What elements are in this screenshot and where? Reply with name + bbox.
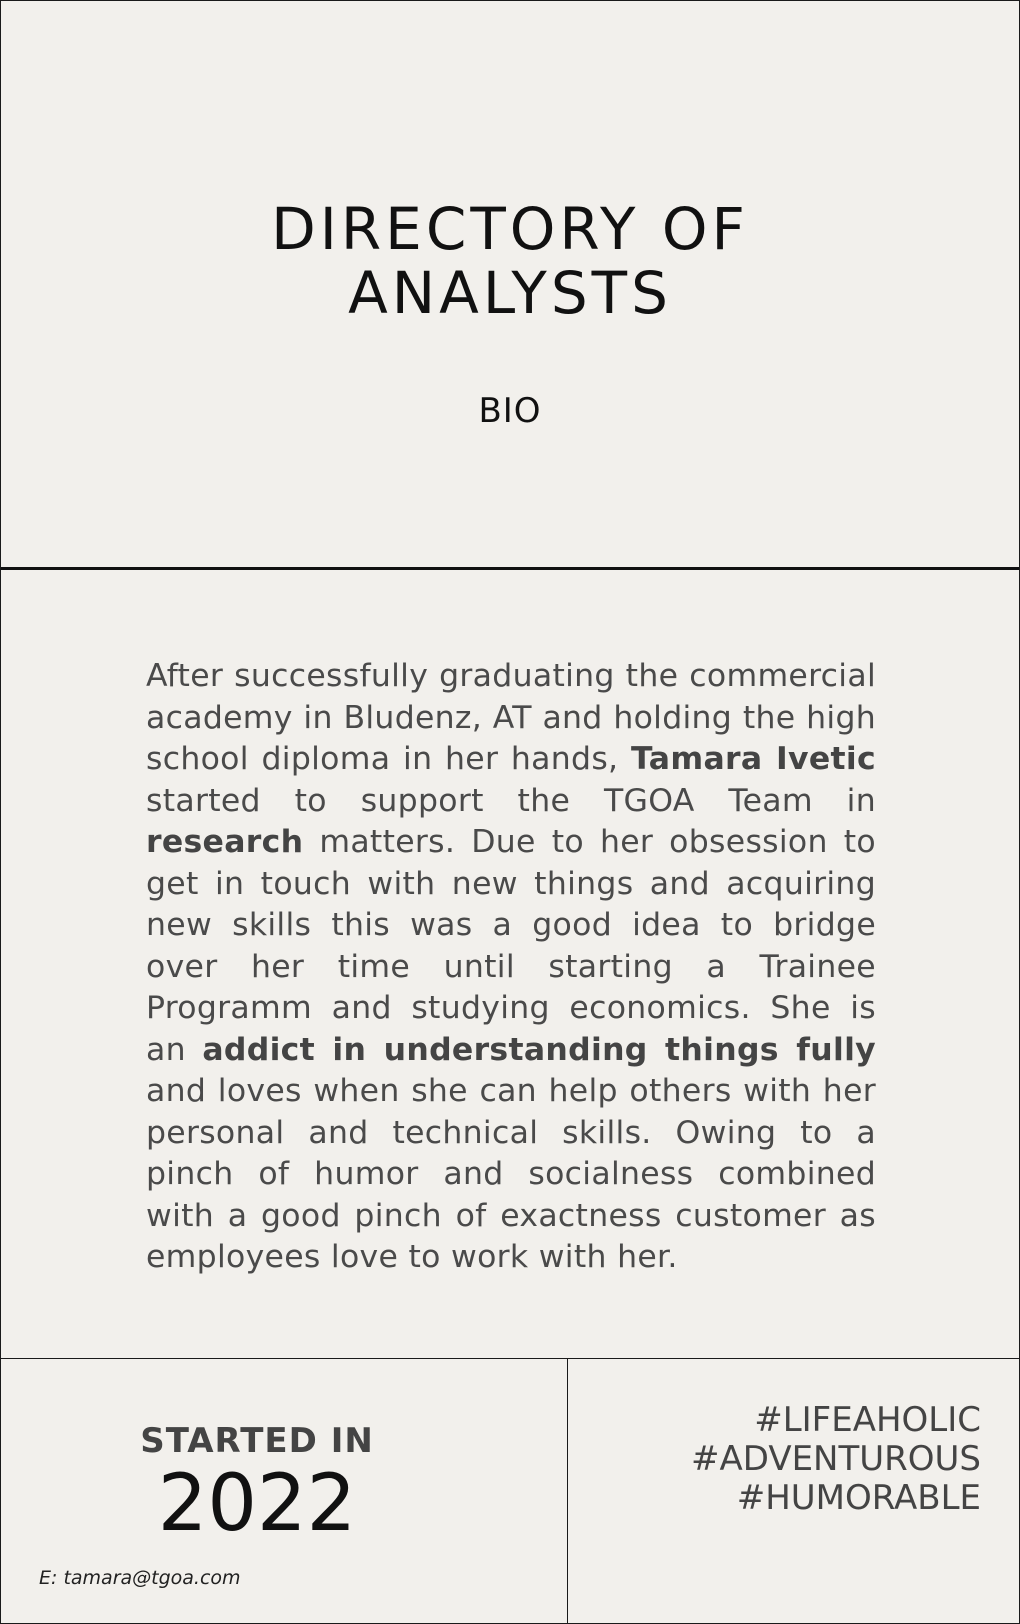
bio-addict: addict in understanding things fully xyxy=(202,1031,877,1068)
footer-section xyxy=(1,1358,1019,1624)
bio-part-2: started to support the TGOA Team in xyxy=(146,782,876,819)
header-section xyxy=(1,1,1019,570)
bio-research: research xyxy=(146,824,304,860)
bio-part-3: matters. Due to her obsession to get in touch with new things and acquiring new skills this was a good idea to bridge over her time until starting a Trainee Programm and studying economics. She is an xyxy=(146,824,876,1068)
title-line-1: DIRECTORY OF xyxy=(271,195,749,263)
hashtag-list xyxy=(691,1401,981,1518)
bio-name: Tamara Ivetic xyxy=(631,741,876,777)
started-year: 2022 xyxy=(157,1459,357,1549)
bio-text xyxy=(146,656,876,1279)
email-link[interactable]: E: tamara@tgoa.com xyxy=(39,1567,241,1589)
bio-part-1: After successfully graduating the commercial academy in Bludenz, AT and holding the high school diploma in her hands, xyxy=(146,658,876,777)
hashtag: #HUMORABLE xyxy=(736,1478,981,1518)
page-title xyxy=(1,197,1019,325)
hashtag: #LIFEAHOLIC xyxy=(754,1400,981,1440)
started-label: STARTED IN xyxy=(140,1421,374,1461)
hashtag: #ADVENTUROUS xyxy=(690,1439,981,1479)
footer-divider xyxy=(567,1359,568,1624)
section-subtitle: BIO xyxy=(478,391,542,431)
bio-part-4: and loves when she can help others with her personal and technical skills. Owing to a pinch of humor and socialness combined with a good pinch of exactness customer as employees love to work with her. xyxy=(146,1073,876,1275)
title-line-2: ANALYSTS xyxy=(348,259,672,327)
